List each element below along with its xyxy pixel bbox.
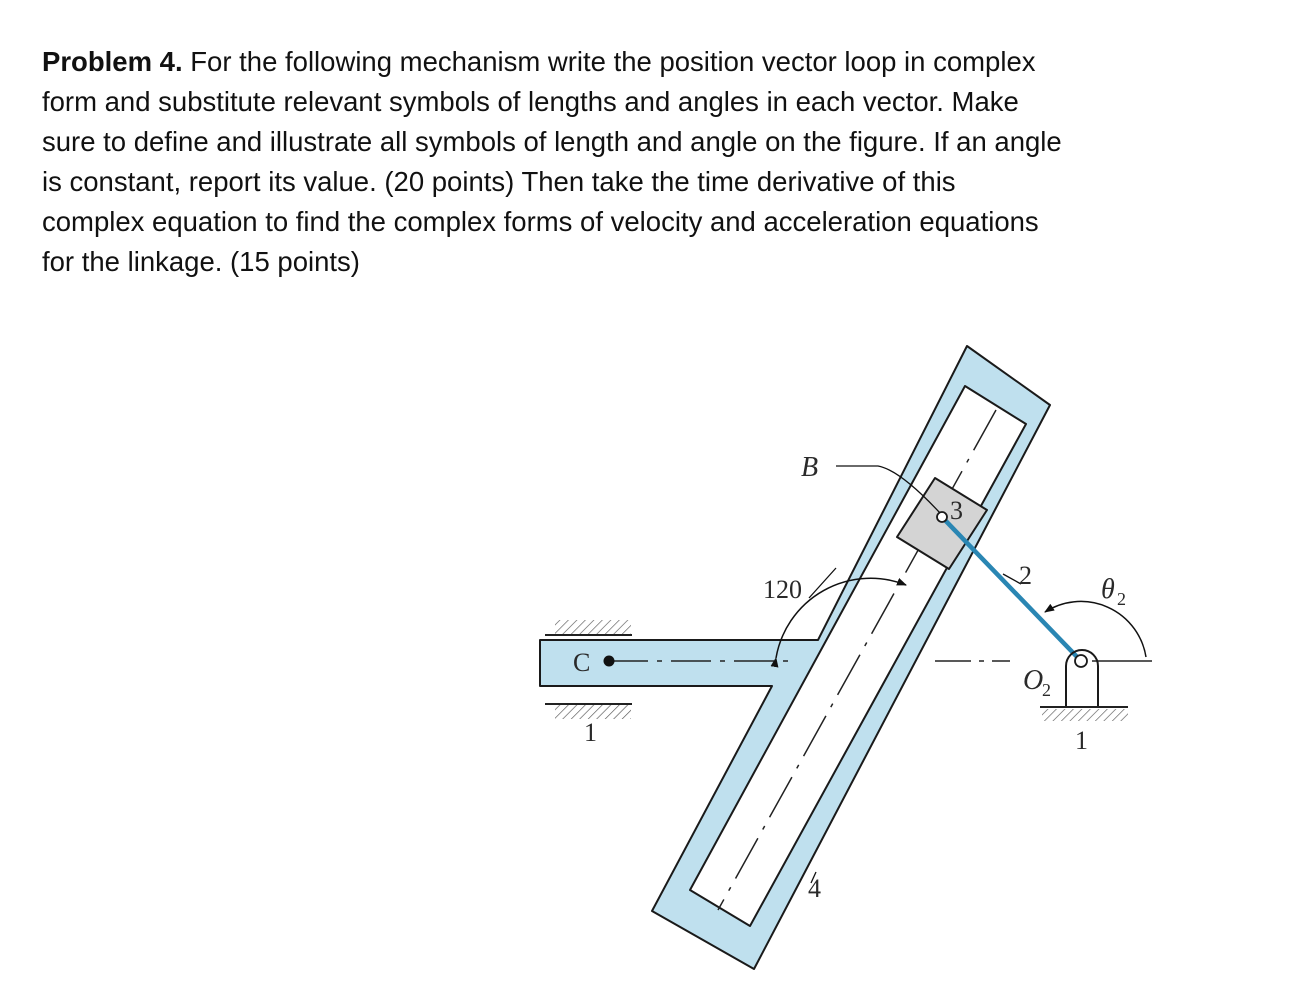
label-link-4: 4	[808, 874, 821, 903]
problem-title: Problem 4.	[42, 46, 183, 77]
label-point-c: C	[573, 648, 591, 677]
pin-b	[937, 512, 947, 522]
label-pivot-o: O	[1023, 665, 1044, 696]
label-link-2: 2	[1019, 561, 1032, 590]
label-point-b: B	[801, 452, 819, 483]
problem-line-5: complex equation to find the complex forms of velocity and acceleration equations	[42, 206, 1039, 237]
crank-2	[942, 517, 1081, 661]
theta-2-arc	[1045, 601, 1146, 657]
ground-hatch-bottom-left	[555, 705, 631, 719]
label-angle-120: 120	[763, 575, 802, 604]
ground-hatch-right	[1042, 709, 1128, 721]
label-theta-sub: 2	[1117, 589, 1126, 609]
label-pivot-o-sub: 2	[1042, 680, 1051, 700]
label-ground-left: 1	[584, 718, 597, 747]
problem-line-3: sure to define and illustrate all symbols of length and angle on the figure. If an angle	[42, 126, 1062, 157]
label-ground-right: 1	[1075, 726, 1088, 755]
angle-120-leader	[809, 568, 836, 598]
pin-o2	[1075, 655, 1087, 667]
problem-line-2: form and substitute relevant symbols of lengths and angles in each vector. Make	[42, 86, 1019, 117]
problem-line-1-text: For the following mechanism write the position vector loop in complex	[182, 46, 1036, 77]
problem-line-4: is constant, report its value. (20 points) Then take the time derivative of this	[42, 166, 956, 197]
problem-line-6: for the linkage. (15 points)	[42, 246, 360, 277]
label-theta: θ	[1101, 574, 1115, 605]
ground-hatch-top-left	[555, 620, 631, 634]
pin-c	[604, 656, 615, 667]
label-link-3: 3	[950, 496, 963, 525]
